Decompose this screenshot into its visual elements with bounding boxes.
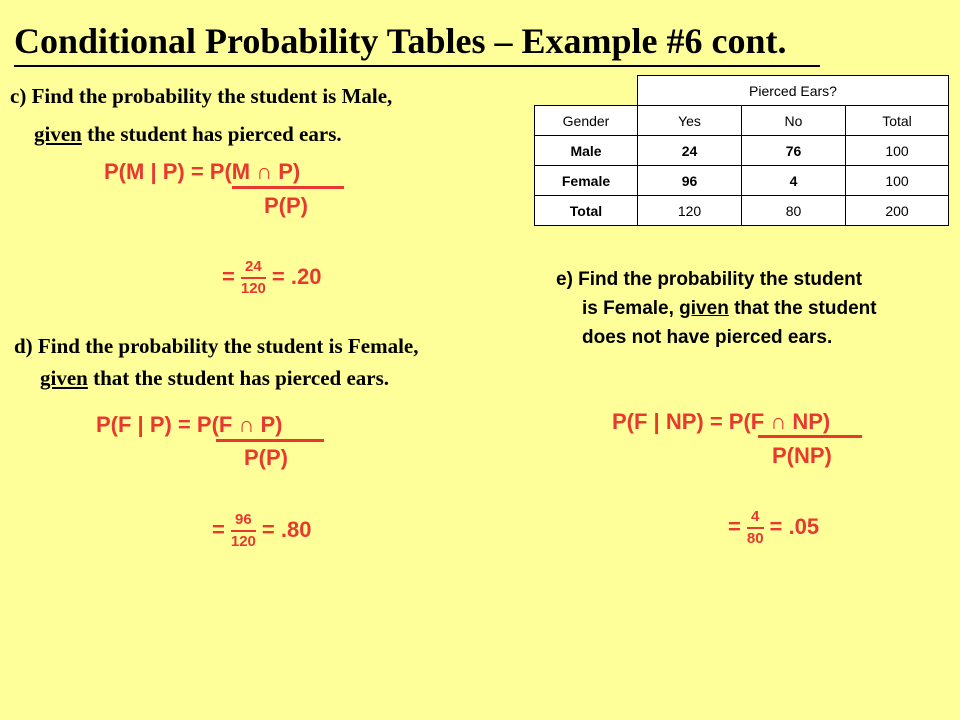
part-c-question-line1: c) Find the probability the student is Male, bbox=[10, 84, 393, 108]
row-male-label: Male bbox=[535, 136, 638, 166]
table-row bbox=[535, 136, 949, 166]
part-d-lhs: P(F | P) = bbox=[96, 412, 197, 437]
part-d-question-rest: that the student has pierced ears. bbox=[87, 366, 390, 390]
table-row bbox=[535, 196, 949, 226]
part-c-denominator: P(P) bbox=[264, 193, 308, 218]
part-c-frac-den: 120 bbox=[240, 280, 266, 297]
part-c-question-line2 bbox=[34, 122, 342, 147]
row-female-label: Female bbox=[535, 166, 638, 196]
part-d-result: = .80 bbox=[261, 516, 312, 542]
part-e-numerator: P(F ∩ NP) bbox=[728, 409, 831, 434]
cell-female-total: 100 bbox=[846, 166, 949, 196]
part-d-formula bbox=[96, 412, 282, 438]
part-d-numerator: P(F ∩ P) bbox=[196, 412, 283, 437]
part-d-fraction-bar bbox=[216, 439, 324, 442]
part-e-question-line3: does not have pierced ears. bbox=[582, 327, 833, 348]
header-gender: Gender bbox=[535, 106, 638, 136]
part-c-numerator: P(M ∩ P) bbox=[209, 159, 301, 184]
header-total: Total bbox=[846, 106, 949, 136]
part-d-fraction bbox=[231, 511, 256, 551]
cell-total-no: 80 bbox=[742, 196, 846, 226]
cell-total-yes: 120 bbox=[638, 196, 742, 226]
part-d-frac-den: 120 bbox=[230, 533, 256, 550]
header-yes: Yes bbox=[638, 106, 742, 136]
row-total-label: Total bbox=[535, 196, 638, 226]
page-title: Conditional Probability Tables – Example #6 cont. bbox=[14, 21, 787, 61]
header-no: No bbox=[742, 106, 846, 136]
part-e-given: given bbox=[679, 298, 729, 319]
part-e-calculation bbox=[728, 508, 819, 548]
part-c-given: given bbox=[34, 122, 82, 146]
part-e-frac-num: 4 bbox=[751, 508, 760, 525]
cell-male-total: 100 bbox=[846, 136, 949, 166]
title-underline bbox=[14, 65, 820, 67]
cell-female-no: 4 bbox=[742, 166, 846, 196]
part-d-question-line2 bbox=[40, 366, 389, 391]
cell-male-yes: 24 bbox=[638, 136, 742, 166]
part-c-calculation bbox=[222, 258, 321, 298]
part-c-result: = .20 bbox=[271, 263, 322, 289]
part-d-question-line1: d) Find the probability the student is Female, bbox=[14, 334, 419, 358]
part-e-formula bbox=[612, 409, 830, 435]
part-d-equals: = bbox=[212, 516, 225, 542]
part-e-question-line1: e) Find the probability the student bbox=[556, 269, 863, 290]
part-e-result: = .05 bbox=[769, 513, 820, 539]
part-c-fraction-bar bbox=[232, 186, 344, 189]
pierced-ears-table bbox=[534, 75, 949, 226]
table-row bbox=[535, 166, 949, 196]
cell-total-total: 200 bbox=[846, 196, 949, 226]
part-d-calculation bbox=[212, 511, 311, 551]
part-c-fraction bbox=[241, 258, 266, 298]
table-caption: Pierced Ears? bbox=[638, 76, 949, 106]
table-header-row bbox=[535, 106, 949, 136]
part-e-frac-den: 80 bbox=[746, 530, 764, 547]
part-d-frac-num: 96 bbox=[235, 511, 252, 528]
part-c-formula bbox=[104, 159, 300, 185]
part-e-question-line2 bbox=[582, 298, 877, 320]
part-e-question-rest: that the student bbox=[728, 298, 877, 319]
part-e-lhs: P(F | NP) = bbox=[612, 409, 729, 434]
part-c-frac-num: 24 bbox=[245, 258, 262, 275]
cell-male-no: 76 bbox=[742, 136, 846, 166]
cell-female-yes: 96 bbox=[638, 166, 742, 196]
table-caption-row bbox=[535, 76, 949, 106]
part-d-given: given bbox=[40, 366, 88, 390]
part-c-question-rest: the student has pierced ears. bbox=[81, 122, 342, 146]
part-c-equals: = bbox=[222, 263, 235, 289]
part-e-denominator: P(NP) bbox=[772, 443, 832, 468]
part-d-denominator: P(P) bbox=[244, 445, 288, 470]
part-e-question-pre: is Female, bbox=[582, 298, 680, 319]
part-e-equals: = bbox=[728, 513, 741, 539]
part-e-fraction bbox=[747, 508, 764, 548]
part-e-fraction-bar bbox=[758, 435, 862, 438]
part-c-lhs: P(M | P) = bbox=[104, 159, 210, 184]
